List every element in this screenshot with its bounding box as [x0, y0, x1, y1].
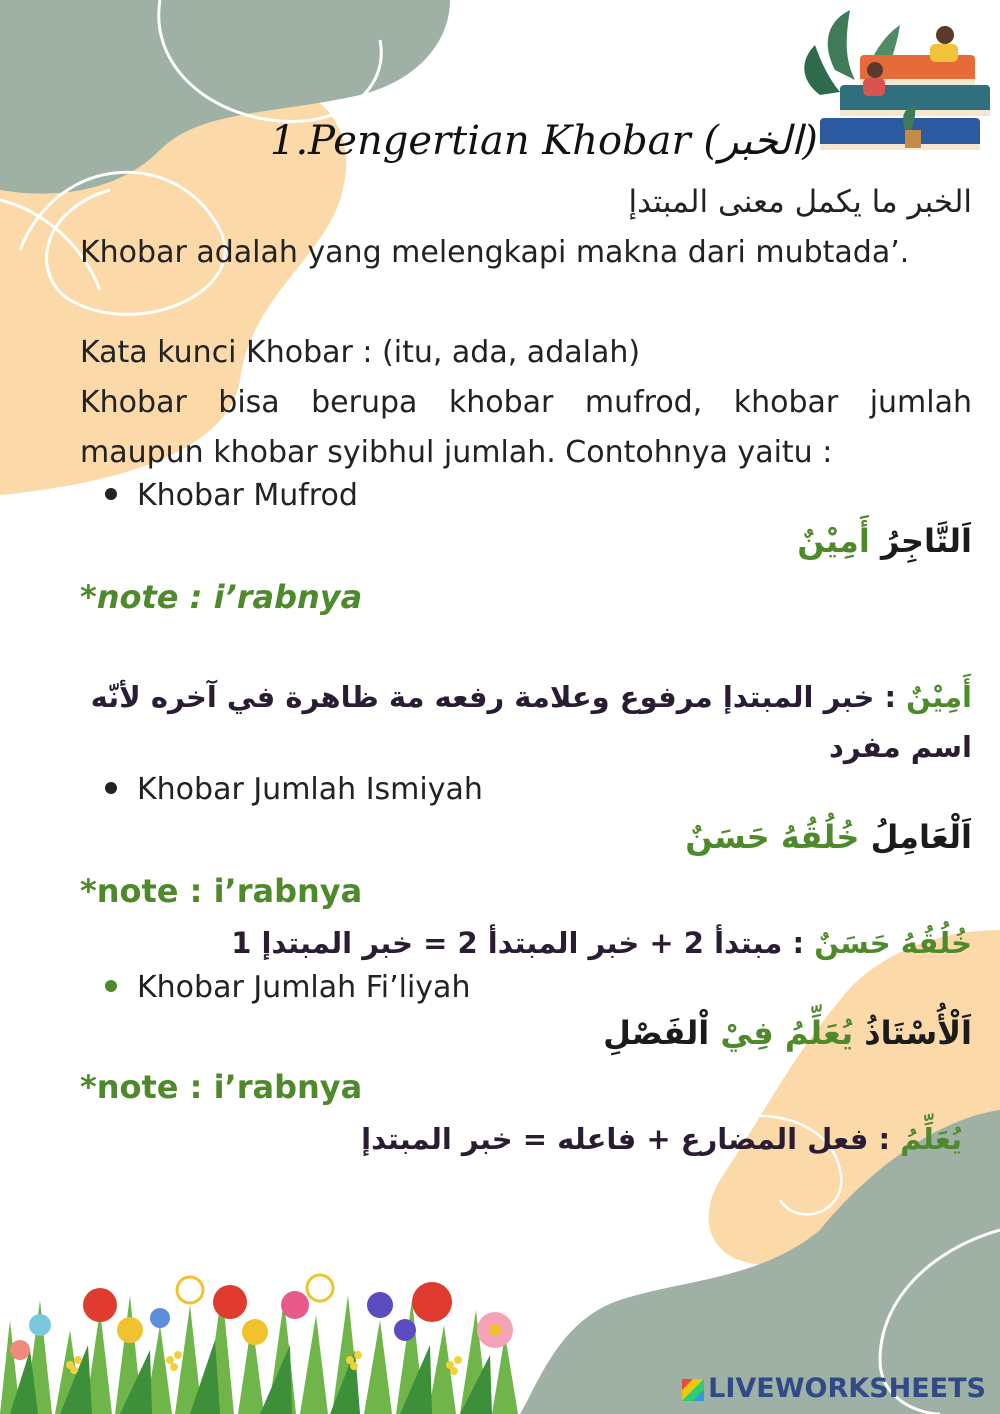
irab-text: : فعل المضارع + فاعله = خبر المبتدإ	[361, 1122, 901, 1156]
definition-text: Khobar adalah yang melengkapi makna dari mubtada’.	[80, 235, 910, 270]
keywords-text: Kata kunci Khobar : (itu, ada, adalah)	[80, 335, 641, 370]
bullet-khobar-mufrod	[105, 478, 358, 513]
bullet-dot	[105, 488, 117, 500]
example-khobar: يُعَلِّمُ فِيْ	[720, 1014, 854, 1052]
irab-explanation	[62, 1114, 962, 1164]
bullet-label: Khobar Mufrod	[137, 478, 358, 513]
example-khobar: خُلُقُهُ حَسَنٌ	[685, 818, 860, 856]
example-mubtada: اَلْأُسْتَاذُ	[864, 1014, 972, 1052]
page-title: 1.Pengertian Khobar (الخبر)	[270, 118, 818, 164]
bullet-dot	[105, 980, 117, 992]
note-label: *note : i’rabnya	[80, 872, 363, 910]
example-mubtada: اَلتَّاجِرُ	[880, 522, 972, 560]
example-sentence	[72, 1014, 972, 1052]
irab-word: أَمِيْنٌ	[906, 680, 972, 714]
example-mubtada: اَلْعَامِلُ	[870, 818, 972, 856]
bullet-dot	[105, 782, 117, 794]
irab-explanation	[72, 918, 972, 968]
types-text: Khobar bisa berupa khobar mufrod, khobar jumlah maupun khobar syibhul jumlah. Contohnya yaitu :	[80, 385, 972, 470]
bullet-khobar-jumlah-ismiyah	[105, 772, 483, 807]
irab-text: : مبتدأ 2 + خبر المبتدأ 2 = خبر المبتدإ 1	[231, 926, 815, 960]
example-sentence	[72, 522, 972, 560]
watermark-text: LIVEWORKSHEETS	[708, 1373, 986, 1404]
note-label: *note : i’rabnya	[80, 578, 363, 616]
bullet-khobar-jumlah-filiyah	[105, 970, 470, 1005]
irab-text: : خبر المبتدإ مرفوع وعلامة رفعه مة ظاهرة في آخره لأنّه اسم مفرد	[90, 680, 972, 764]
example-sentence	[72, 818, 972, 856]
liveworksheets-watermark	[682, 1373, 986, 1404]
example-rest: اْلفَصْلِ	[603, 1014, 710, 1052]
definition-arabic: الخبر ما يكمل معنى المبتدإ	[628, 184, 972, 220]
irab-explanation	[72, 672, 972, 772]
irab-word: خُلُقُهُ حَسَنٌ	[814, 926, 972, 960]
example-khobar: أَمِيْنٌ	[797, 522, 870, 560]
note-label: *note : i’rabnya	[80, 1068, 363, 1106]
irab-word: يُعَلِّمُ	[900, 1122, 962, 1156]
bullet-label: Khobar Jumlah Fi’liyah	[137, 970, 471, 1005]
liveworksheets-logo-icon	[682, 1379, 704, 1401]
bullet-label: Khobar Jumlah Ismiyah	[137, 772, 483, 807]
